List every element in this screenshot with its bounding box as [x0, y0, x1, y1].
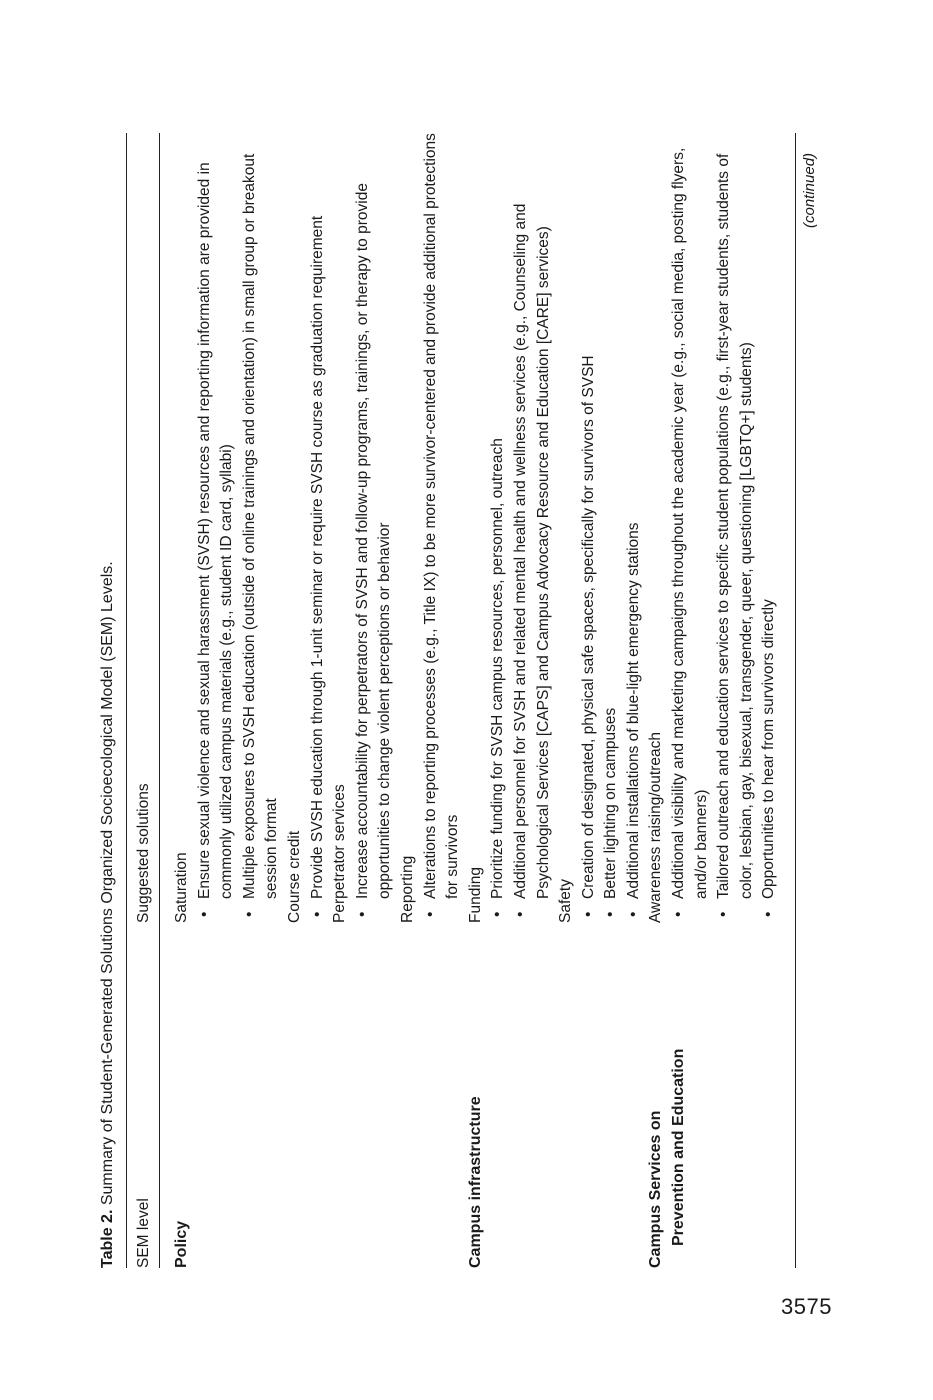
table-row [171, 133, 465, 1268]
list-item: • Tailored outreach and education services to specific student populations (e.g., first-year students, students of color, lesbian, gay, bisexual, transgender, queer, questioning [LGBTQ+] students) [713, 133, 758, 923]
header-sem-level: SEM level [135, 1198, 152, 1268]
sem-level-name: Policy [173, 1220, 190, 1268]
sem-level-name-continued: Prevention and Education [670, 1048, 688, 1246]
category-label: Safety [557, 879, 575, 923]
table-caption [99, 561, 117, 1268]
list-item: • Opportunities to hear from survivors directly [758, 133, 781, 923]
category-label: Funding [466, 866, 484, 923]
solutions-cell [171, 133, 465, 923]
list-item: • Prioritize funding for SVSH campus resources, personnel, outreach [487, 133, 510, 923]
category-label: Perpetrator services [331, 784, 349, 923]
sem-level-name: Campus infrastructure [466, 1096, 484, 1268]
header-rule [159, 133, 160, 1268]
sem-level-cell [171, 923, 465, 1268]
table-row [645, 133, 781, 1268]
list-item: • Ensure sexual violence and sexual harassment (SVSH) resources and reporting information are provided in commonly utilized campus materials (e.g., student ID card, syllabi) [194, 133, 239, 923]
list-item: • Provide SVSH education through 1-unit seminar or require SVSH course as graduation requirement [307, 133, 330, 923]
sem-level-cell [465, 923, 646, 1268]
bottom-rule [795, 133, 796, 1268]
sem-level-name: Campus Services on [647, 1110, 665, 1268]
table-label: Table 2. [99, 1209, 116, 1268]
list-item: • Creation of designated, physical safe spaces, specifically for survivors of SVSH [578, 133, 601, 923]
category-label: Course credit [285, 830, 303, 923]
solutions-cell [645, 133, 781, 923]
sem-level-cell [645, 923, 781, 1268]
table-row [465, 133, 646, 1268]
list-item: • Better lighting on campuses [600, 133, 623, 923]
header-suggested-solutions: Suggested solutions [135, 783, 152, 923]
table-body [171, 133, 781, 1268]
list-item: • Additional personnel for SVSH and related mental health and wellness services (e.g., Counseling and Psychological Services [CAPS] and Campus Advocacy Resource and Education [CARE] services) [510, 133, 555, 923]
list-item: • Multiple exposures to SVSH education (outside of online trainings and orientation) in small group or breakout session format [239, 133, 284, 923]
table-title: Summary of Student-Generated Solutions Organized Socioecological Model (SEM) Levels. [99, 561, 116, 1206]
page-number: 3575 [781, 1294, 832, 1319]
list-item: • Additional visibility and marketing campaigns throughout the academic year (e.g., social media, posting flyers, and/or banners) [668, 133, 713, 923]
list-item: • Additional installations of blue-light emergency stations [623, 133, 646, 923]
category-label: Reporting [398, 855, 416, 923]
category-label: Awareness raising/outreach [647, 732, 665, 923]
top-rule [126, 133, 127, 1268]
continued-note: (continued) [801, 152, 818, 228]
solutions-cell [465, 133, 646, 923]
category-label: Saturation [173, 852, 190, 923]
list-item: • Alterations to reporting processes (e.g., Title IX) to be more survivor-centered and provide additional protections for survivors [420, 133, 465, 923]
list-item: • Increase accountability for perpetrators of SVSH and follow-up programs, trainings, or therapy to provide opportunities to change violent perceptions or behavior [352, 133, 397, 923]
rotated-table [95, 128, 835, 1268]
